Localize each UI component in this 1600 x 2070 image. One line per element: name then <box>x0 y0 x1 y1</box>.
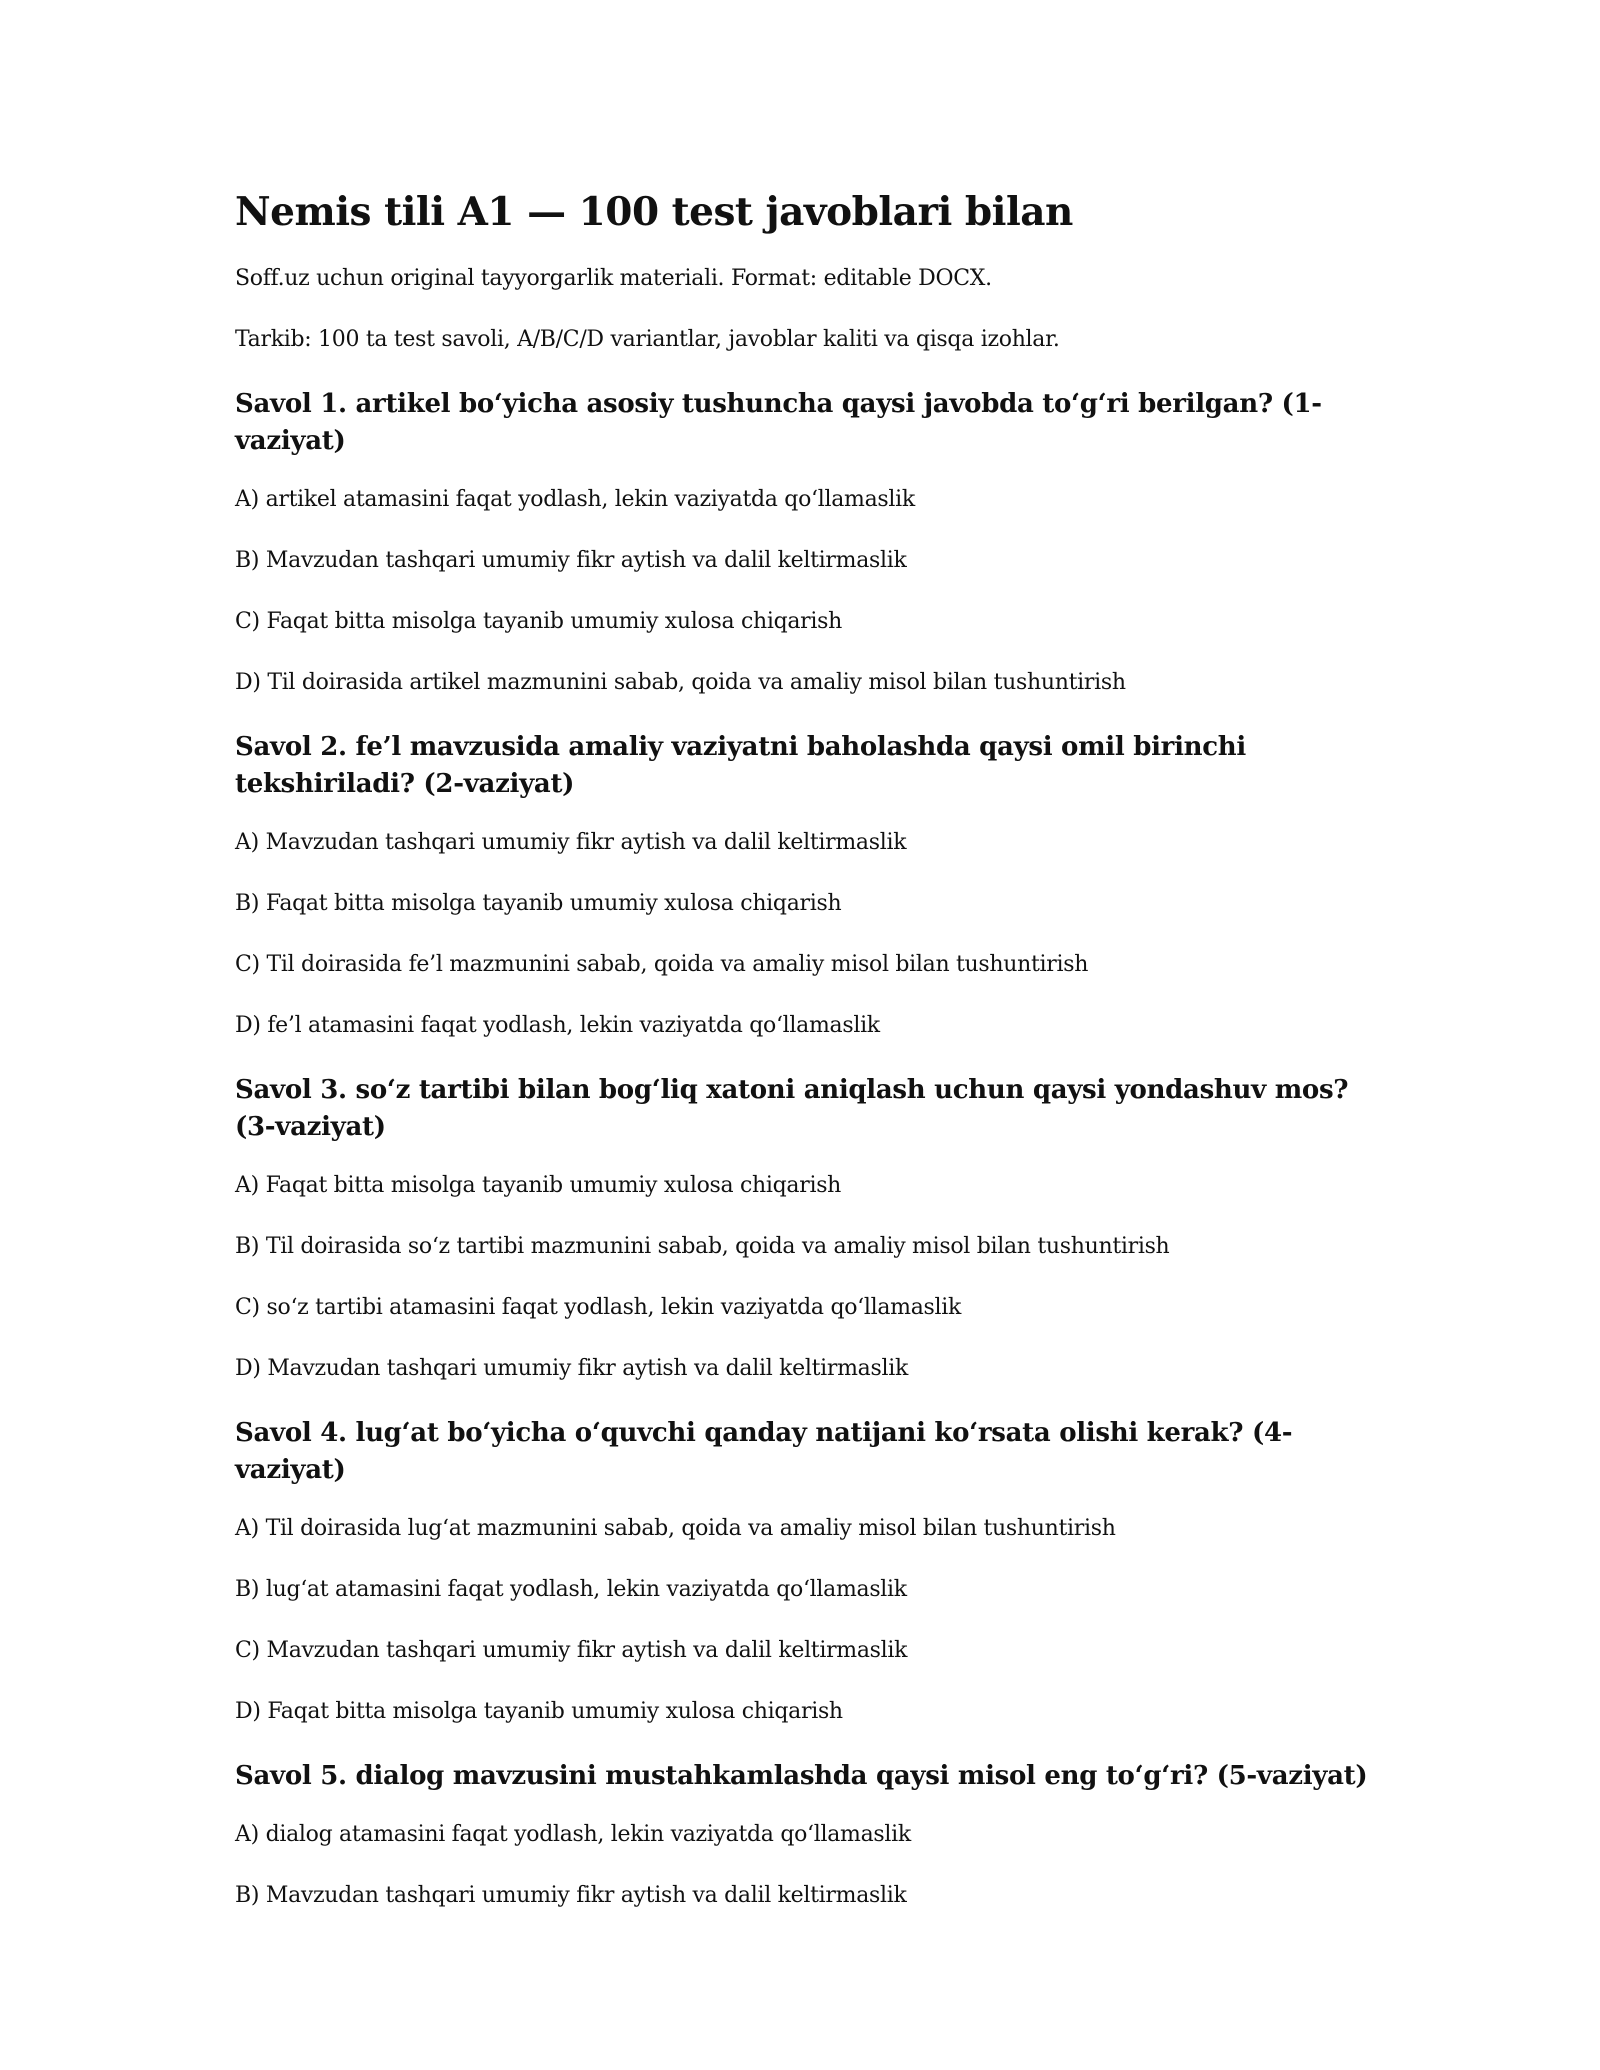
document-title: Nemis tili A1 — 100 test javoblari bilan <box>235 189 1073 235</box>
intro-paragraph: Soff.uz uchun original tayyorgarlik materiali. Format: editable DOCX. <box>235 266 992 291</box>
answer-option: D) Faqat bitta misolga tayanib umumiy xulosa chiqarish <box>235 1699 843 1724</box>
answer-option: C) Til doirasida fe’l mazmunini sabab, qoida va amaliy misol bilan tushuntirish <box>235 952 1089 977</box>
answer-option: B) Mavzudan tashqari umumiy fikr aytish va dalil keltirmaslik <box>235 1883 907 1908</box>
answer-option: C) Mavzudan tashqari umumiy fikr aytish va dalil keltirmaslik <box>235 1638 908 1663</box>
question-text: Savol 1. artikel bo‘yicha asosiy tushuncha qaysi javobda to‘g‘ri berilgan? (1-vaziyat) <box>235 389 1322 456</box>
question-text: Savol 3. so‘z tartibi bilan bog‘liq xatoni aniqlash uchun qaysi yondashuv mos? (3-vaziyat) <box>235 1075 1349 1142</box>
answer-option: D) Mavzudan tashqari umumiy fikr aytish va dalil keltirmaslik <box>235 1356 908 1381</box>
answer-option: B) Til doirasida so‘z tartibi mazmunini sabab, qoida va amaliy misol bilan tushuntirish <box>235 1234 1170 1259</box>
answer-option: C) Faqat bitta misolga tayanib umumiy xulosa chiqarish <box>235 609 842 634</box>
answer-option: C) so‘z tartibi atamasini faqat yodlash, lekin vaziyatda qo‘llamaslik <box>235 1295 962 1320</box>
question-text: Savol 5. dialog mavzusini mustahkamlashda qaysi misol eng to‘g‘ri? (5-vaziyat) <box>235 1761 1368 1791</box>
question-block <box>235 386 1375 698</box>
intro-paragraph: Tarkib: 100 ta test savoli, A/B/C/D variantlar, javoblar kaliti va qisqa izohlar. <box>235 327 1060 352</box>
answer-option: D) Til doirasida artikel mazmunini sabab, qoida va amaliy misol bilan tushuntirish <box>235 670 1126 695</box>
document-page <box>235 188 1375 1942</box>
answer-option: B) Faqat bitta misolga tayanib umumiy xulosa chiqarish <box>235 891 842 916</box>
answer-option: A) artikel atamasini faqat yodlash, lekin vaziyatda qo‘llamaslik <box>235 487 915 512</box>
question-block <box>235 1415 1375 1727</box>
answer-option: B) Mavzudan tashqari umumiy fikr aytish va dalil keltirmaslik <box>235 548 907 573</box>
answer-option: A) Faqat bitta misolga tayanib umumiy xulosa chiqarish <box>235 1173 842 1198</box>
question-block <box>235 1758 1375 1911</box>
answer-option: D) fe’l atamasini faqat yodlash, lekin vaziyatda qo‘llamaslik <box>235 1013 880 1038</box>
answer-option: A) Mavzudan tashqari umumiy fikr aytish va dalil keltirmaslik <box>235 830 907 855</box>
question-block <box>235 729 1375 1041</box>
answer-option: A) dialog atamasini faqat yodlash, lekin vaziyatda qo‘llamaslik <box>235 1822 911 1847</box>
answer-option: B) lug‘at atamasini faqat yodlash, lekin vaziyatda qo‘llamaslik <box>235 1577 907 1602</box>
question-text: Savol 4. lug‘at bo‘yicha o‘quvchi qanday natijani ko‘rsata olishi kerak? (4-vaziyat) <box>235 1418 1293 1485</box>
question-block <box>235 1072 1375 1384</box>
question-text: Savol 2. fe’l mavzusida amaliy vaziyatni baholashda qaysi omil birinchi tekshiriladi? (2-vaziyat) <box>235 732 1246 799</box>
answer-option: A) Til doirasida lug‘at mazmunini sabab, qoida va amaliy misol bilan tushuntirish <box>235 1516 1116 1541</box>
